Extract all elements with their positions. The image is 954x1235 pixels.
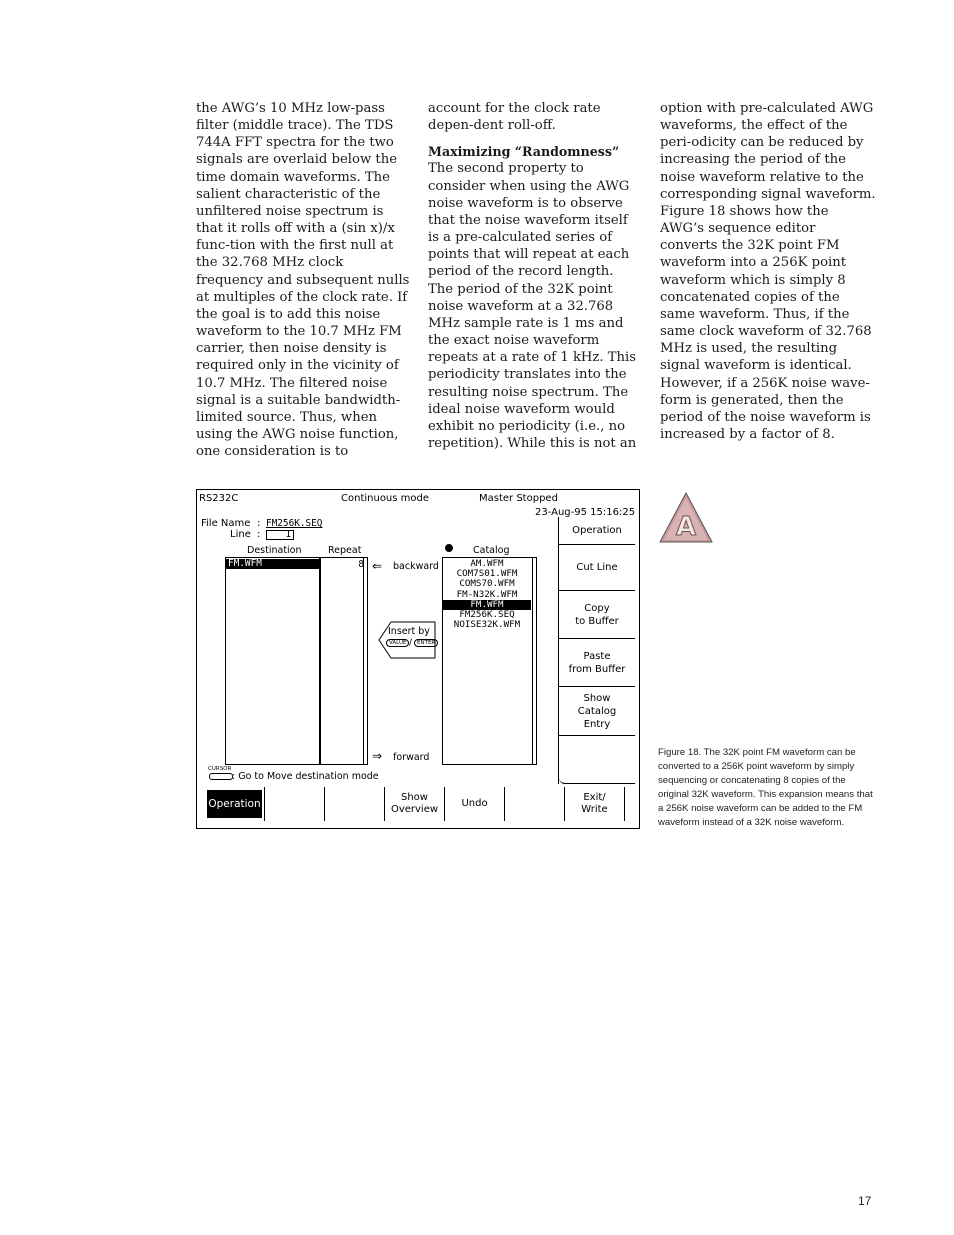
column-2-body-text: The second property to consider when using the AWG noise waveform is to observe that the noise waveform itself is a pre-calculated series of points that will repeat at each period of the record length. The period of the 32K point noise waveform at a 32.768 MHz sample rate is 1 ms and the exact noise waveform repeats at a rate of 1 kHz. This periodicity translates into the resulting noise spectrum. The ideal noise waveform would exhibit no periodicity (i.e., no repetition). While this is not an — [428, 161, 637, 451]
key-separator: / — [409, 638, 413, 648]
cursor-hint: : Go to Move destination mode — [232, 771, 379, 782]
column-1-text: the AWG’s 10 MHz low-pass filter (middle trace). The TDS 744A FFT spectra for the two signals are overlaid below the time domain waveforms. The salient characteristic of the unfiltered noise spectrum is that it rolls off with a (sin x)/x func-tion with the first null at the 32.768 MHz clock frequency and subsequent nulls at multiples of the clock rate. If the goal is to add this noise waveform to the 10.7 MHz FM carrier, then noise density is required only in the vicinity of 10.7 MHz. The filtered noise signal is a suitable bandwidth-limited source. Thus, when using the AWG noise function, one consideration is to — [196, 101, 410, 460]
backward-label[interactable]: backward — [393, 561, 439, 572]
cursor-key-label: CURSOR — [208, 766, 232, 772]
line-input[interactable]: 1 — [266, 530, 294, 540]
repeat-scrollbar[interactable] — [363, 558, 368, 764]
datetime-label: 23-Aug-95 15:16:25 — [535, 507, 636, 518]
copy-to-buffer-button[interactable]: Copy to Buffer — [559, 591, 635, 639]
text-column-1 — [196, 100, 412, 460]
forward-arrow-icon: ⇒ — [372, 749, 383, 763]
side-menu — [558, 517, 635, 784]
catalog-item[interactable]: COM7S01.WFM — [456, 568, 518, 580]
master-status-label: Master Stopped — [479, 493, 558, 504]
value-key[interactable]: VALUE — [386, 639, 409, 647]
file-name-label: File Name — [201, 518, 251, 529]
bottom-menu — [205, 787, 625, 821]
port-label: RS232C — [199, 493, 239, 504]
page-number: 17 — [858, 1194, 872, 1208]
text-column-3 — [660, 100, 876, 443]
bottom-operation-label: Operation — [207, 790, 262, 818]
catalog-scrollbar[interactable] — [532, 558, 537, 764]
show-overview-button[interactable]: Show Overview — [385, 787, 445, 821]
repeat-header: Repeat — [328, 545, 362, 556]
a-logo-icon — [658, 490, 714, 546]
bottom-empty-button-1[interactable] — [265, 787, 325, 821]
run-mode-label: Continuous mode — [341, 493, 430, 504]
enter-key[interactable]: ENTER — [414, 639, 438, 647]
cut-line-button[interactable]: Cut Line — [559, 545, 635, 591]
catalog-item[interactable]: FM256K.SEQ — [459, 608, 515, 620]
catalog-item[interactable]: FM.WFM — [443, 600, 531, 610]
file-name-value: FM256K.SEQ — [266, 518, 323, 529]
column-2-intro-text: account for the clock rate depen-dent roll-off. — [428, 101, 601, 134]
bottom-operation-button[interactable] — [205, 787, 265, 821]
catalog-item[interactable]: COMS70.WFM — [459, 578, 515, 590]
forward-label[interactable]: forward — [393, 752, 430, 763]
repeat-value: 8 — [358, 559, 364, 570]
destination-list[interactable] — [225, 557, 320, 765]
destination-header: Destination — [247, 545, 302, 556]
text-column-2 — [428, 100, 642, 452]
catalog-item[interactable]: FM-N32K.WFM — [456, 588, 518, 600]
bottom-empty-button-3[interactable] — [505, 787, 565, 821]
catalog-item[interactable]: AM.WFM — [470, 558, 504, 569]
column-3-text: option with pre-calculated AWG waveforms, the effect of the peri-odicity can be reduced by increasing the period of the noise waveform relative to the corresponding signal waveform. Figure 18 shows how the AWG’s sequence editor converts the 32K point FM waveform into a 256K point waveform which is simply 8 concatenated copies of the same waveform. Thus, if the same clock waveform of 32.768 MHz is used, the resulting signal waveform is identical. However, if a 256K noise wave-form is generated, then the period of the noise waveform is increased by a factor of 8. — [660, 101, 876, 442]
catalog-item[interactable]: NOISE32K.WFM — [453, 619, 521, 631]
section-heading-randomness: Maximizing “Randomness” — [428, 144, 620, 160]
cursor-knob-icon — [209, 773, 233, 780]
insert-by-label: Insert by — [388, 626, 430, 637]
show-catalog-entry-button[interactable]: Show Catalog Entry — [559, 687, 635, 736]
repeat-list[interactable] — [320, 557, 368, 765]
side-menu-operation-title: Operation — [559, 517, 635, 545]
side-menu-empty-slot — [559, 736, 635, 784]
line-label: Line — [230, 529, 251, 540]
exit-write-button[interactable]: Exit/ Write — [565, 787, 625, 821]
sequence-editor-screen: RS232C Continuous mode Master Stopped 23-Aug-95 15:16:25 File Name : FM256K.SEQ Line : 1 Destination Repeat Catalog FM.WFM 8 ⇐ backward ⇒ forward Insert by VALUE / ENTER AM.WFM COM7S01.WFM COMS70.WFM FM-N32K.WFM FM.WFM FM256K.SEQ NOISE32K.WFM CURSOR : Go to Move destination mode Operation Cut Line Copy to Buffer Paste from Buffer Show Catalog Entry Operation Show Overview Undo Exit/ Write — [196, 489, 640, 829]
undo-button[interactable]: Undo — [445, 787, 505, 821]
catalog-header: Catalog — [473, 545, 510, 556]
catalog-dot-icon — [445, 544, 453, 552]
destination-row[interactable]: FM.WFM — [226, 559, 319, 569]
figure-caption: Figure 18. The 32K point FM waveform can be converted to a 256K point waveform by simply sequencing or concatenating 8 copies of the original 32K waveform. This expansion means that a 256K noise waveform can be added to the FM waveform instead of a 32K noise waveform. — [658, 747, 873, 829]
backward-arrow-icon: ⇐ — [372, 559, 383, 573]
paste-from-buffer-button[interactable]: Paste from Buffer — [559, 639, 635, 687]
catalog-list[interactable] — [442, 557, 537, 765]
logo-letter: A — [675, 512, 697, 542]
bottom-empty-button-2[interactable] — [325, 787, 385, 821]
